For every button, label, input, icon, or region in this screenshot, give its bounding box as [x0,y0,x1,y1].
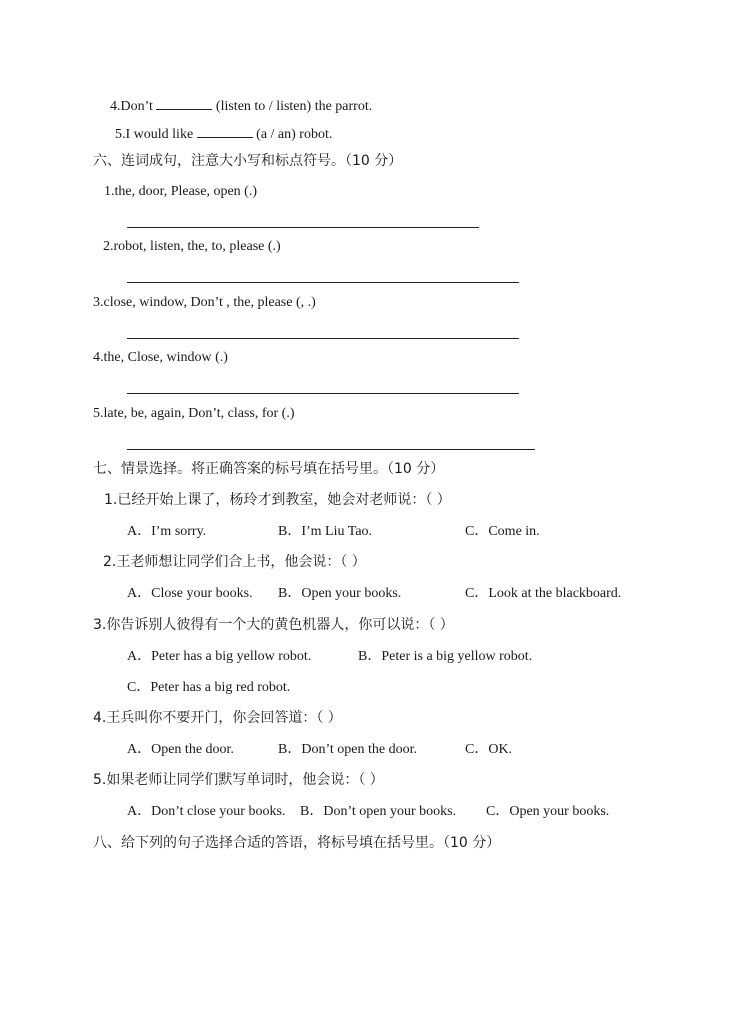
reorder-item-3: 3.close, window, Don’t , the, please (, .) [93,295,316,310]
situation-question-4: 4.王兵叫你不要开门，你会回答道：（ ） [93,710,342,726]
situation-question-1: 1.已经开始上课了，杨玲才到教室，她会对老师说：（ ） [104,492,451,508]
section-7-heading: 七、情景选择。将正确答案的标号填在括号里。（10 分） [93,461,445,477]
answer-line-3[interactable] [127,338,519,339]
reorder-item-1: 1.the, door, Please, open (.) [104,184,258,199]
situation-question-2: 2.王老师想让同学们合上书，他会说：（ ） [103,554,366,570]
item-text: I would like [125,127,194,142]
option-c[interactable]: C．Look at the blackboard. [465,586,622,601]
item-text: Don’t [120,99,153,114]
answer-line-4[interactable] [127,393,519,394]
answer-blank[interactable] [197,125,253,138]
option-c[interactable]: C．Come in. [465,524,540,539]
option-c[interactable]: C．Peter has a big red robot. [127,680,291,695]
fill-item-5 [115,125,332,144]
option-b[interactable]: B．I’m Liu Tao. [278,524,373,539]
option-a[interactable]: A．Don’t close your books. [127,804,286,819]
option-c[interactable]: C．Open your books. [486,804,610,819]
item-hint: (listen to / listen) the parrot. [215,99,373,114]
section-6-heading: 六、连词成句，注意大小写和标点符号。（10 分） [93,153,403,169]
reorder-item-5: 5.late, be, again, Don’t, class, for (.) [93,406,295,421]
option-b[interactable]: B．Don’t open the door. [278,742,417,757]
option-b[interactable]: B．Peter is a big yellow robot. [358,649,533,664]
situation-question-5: 5.如果老师让同学们默写单词时，他会说：（ ） [93,772,384,788]
option-a[interactable]: A．I’m sorry. [127,524,207,539]
option-a[interactable]: A．Peter has a big yellow robot. [127,649,312,664]
item-number: 5. [115,127,126,142]
fill-item-4 [110,97,372,116]
section-8-heading: 八、给下列的句子选择合适的答语，将标号填在括号里。（10 分） [93,835,501,851]
reorder-item-4: 4.the, Close, window (.) [93,350,228,365]
item-hint: (a / an) robot. [256,127,333,142]
reorder-item-2: 2.robot, listen, the, to, please (.) [103,239,281,254]
situation-question-3: 3.你告诉别人彼得有一个大的黄色机器人，你可以说：（ ） [93,617,454,633]
option-b[interactable]: B．Open your books. [278,586,402,601]
option-b[interactable]: B．Don’t open your books. [300,804,457,819]
option-a[interactable]: A．Close your books. [127,586,253,601]
answer-line-2[interactable] [127,282,519,283]
answer-line-1[interactable] [127,227,479,228]
option-c[interactable]: C．OK. [465,742,513,757]
item-number: 4. [110,99,121,114]
option-a[interactable]: A．Open the door. [127,742,234,757]
answer-line-5[interactable] [127,449,535,450]
answer-blank[interactable] [156,97,212,110]
